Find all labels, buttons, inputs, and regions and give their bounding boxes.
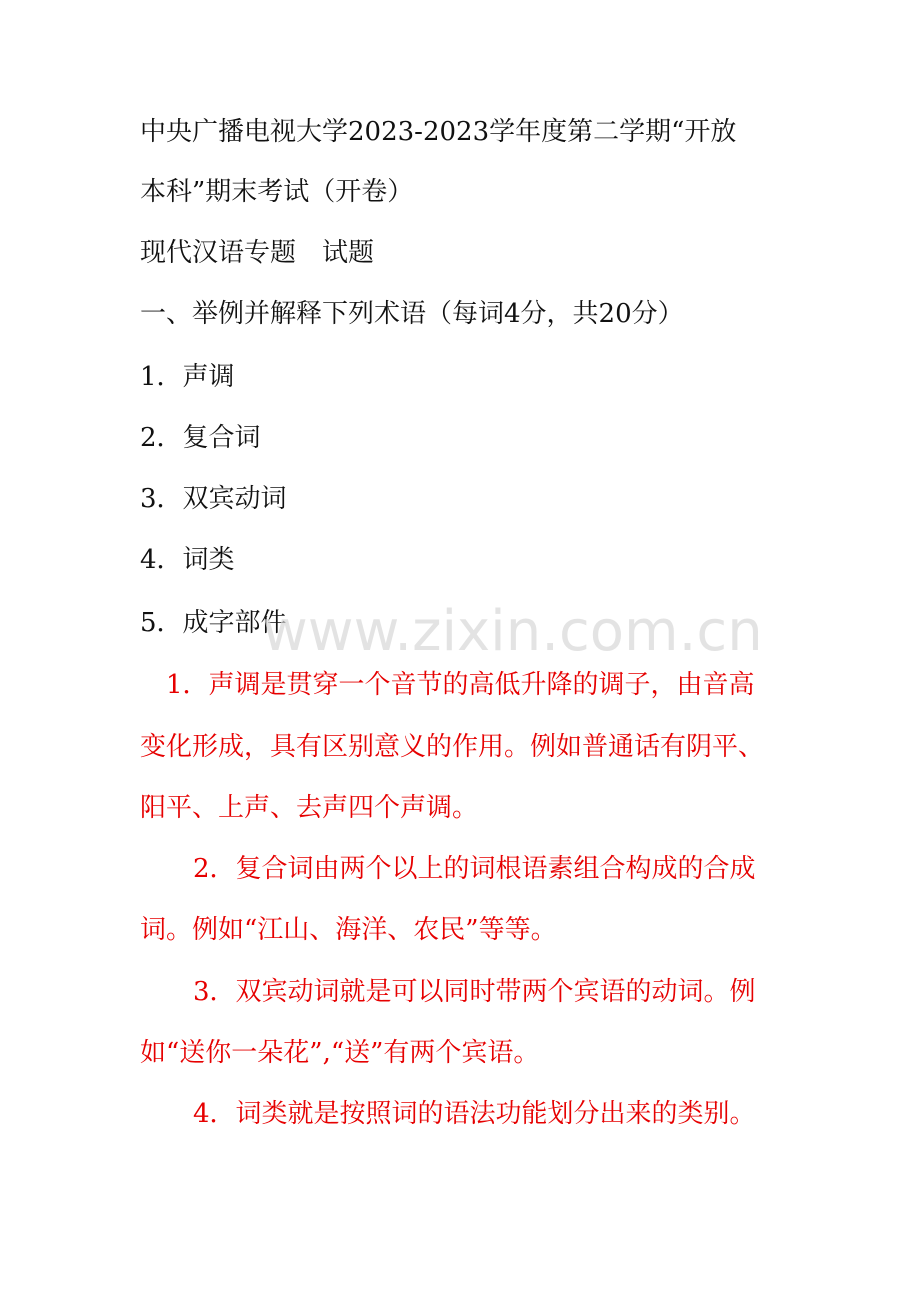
term-item: 2．复合词 — [140, 423, 261, 453]
answer-2-line-1: 2．复合词由两个以上的词根语素组合构成的合成 — [193, 854, 756, 884]
term-item: 5．成字部件 — [140, 608, 287, 638]
exam-title-line-2: 本科”期末考试（开卷） — [140, 177, 414, 207]
answer-4-line-1: 4．词类就是按照词的语法功能划分出来的类别。 — [193, 1099, 756, 1129]
section-heading: 一、举例并解释下列术语（每词4分，共20分） — [140, 299, 684, 329]
term-item: 3．双宾动词 — [140, 484, 287, 514]
answer-2-line-2: 词。例如“江山、海洋、农民”等等。 — [140, 915, 557, 945]
term-item: 4．词类 — [140, 545, 235, 575]
term-item: 1．声调 — [140, 362, 235, 392]
answer-1-line-3: 阳平、上声、去声四个声调。 — [140, 793, 479, 823]
subject-title: 现代汉语专题 试题 — [140, 238, 375, 268]
watermark-text: www.zixin.com.cn — [262, 599, 763, 664]
answer-3-line-1: 3．双宾动词就是可以同时带两个宾语的动词。例 — [193, 977, 756, 1007]
answer-1-line-1: 1．声调是贯穿一个音节的高低升降的调子，由音高 — [166, 670, 755, 700]
answer-3-line-2: 如“送你一朵花”,“送”有两个宾语。 — [140, 1038, 540, 1068]
answer-1-line-2: 变化形成，具有区别意义的作用。例如普通话有阴平、 — [140, 732, 765, 762]
exam-title-line-1: 中央广播电视大学2023-2023学年度第二学期“开放 — [140, 117, 737, 147]
